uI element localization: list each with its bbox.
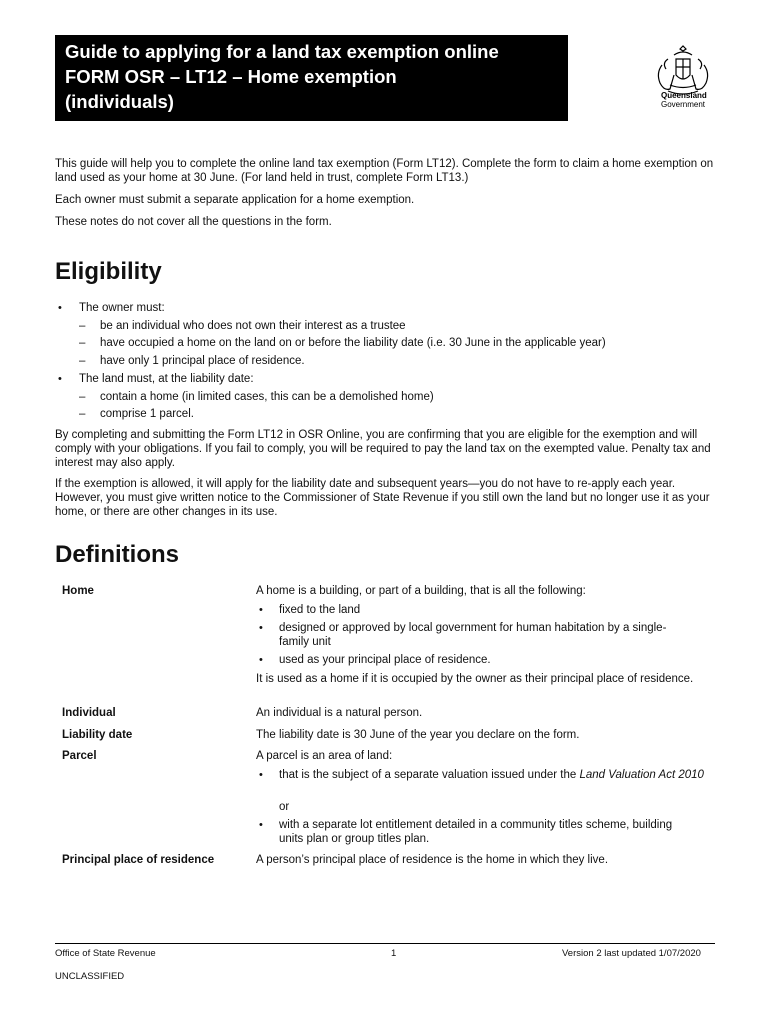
home-bullet: used as your principal place of residence.	[279, 654, 491, 666]
land-sub-item: comprise 1 parcel.	[100, 408, 194, 420]
definition-term-home: Home	[62, 585, 94, 597]
footer-classification: UNCLASSIFIED	[55, 971, 125, 982]
document-title-banner	[55, 35, 568, 121]
owner-sub-item: be an individual who does not own their interest as a trustee	[100, 320, 406, 332]
definition-principal-desc: A person’s principal place of residence is the home in which they live.	[256, 854, 609, 866]
definition-term-principal-residence: Principal place of residence	[62, 854, 215, 866]
definition-term-liability-date: Liability date	[62, 729, 133, 741]
title-line-3: (individuals)	[65, 91, 174, 112]
parcel-or-connector: or	[279, 801, 290, 813]
definition-term-individual: Individual	[62, 707, 116, 719]
land-valuation-act-reference: Land Valuation Act 2010	[579, 769, 704, 781]
logo-text-queensland: Queensland	[661, 91, 707, 100]
dash-icon: –	[79, 320, 86, 332]
footer-organisation: Office of State Revenue	[55, 948, 156, 959]
parcel-bullet-1	[279, 768, 709, 782]
home-bullet: designed or approved by local government for human habitation by a single-family unit	[279, 622, 667, 648]
dash-icon: –	[79, 391, 86, 403]
owner-sub-item: have occupied a home on the land on or before the liability date (i.e. 30 June in the applicable year)	[100, 337, 606, 349]
bullet-icon: •	[259, 769, 263, 781]
home-bullet: fixed to the land	[279, 604, 361, 616]
eligibility-owner-item: The owner must:	[79, 302, 165, 314]
footer-divider	[55, 943, 715, 944]
eligibility-heading: Eligibility	[55, 258, 162, 285]
bullet-icon: •	[259, 604, 263, 616]
bullet-icon: •	[259, 622, 263, 634]
definition-parcel-intro: A parcel is an area of land:	[256, 750, 393, 762]
definitions-heading: Definitions	[55, 541, 179, 568]
definition-liability-desc: The liability date is 30 June of the year you declare on the form.	[256, 729, 580, 741]
eligibility-paragraph-1: By completing and submitting the Form LT12 in OSR Online, you are confirming that you are eligible for the exemption and will comply with your obligations. If you fail to comply, you will be required to pay the land tax on the exempted value. Penalty tax and interest may also apply.	[55, 429, 711, 469]
bullet-icon: •	[58, 373, 62, 385]
definition-home-intro: A home is a building, or part of a building, that is all the following:	[256, 585, 586, 597]
intro-paragraph-1: This guide will help you to complete the online land tax exemption (Form LT12). Complete the form to claim a home exemption on land used as your home at 30 June. (For land held in trust, complete Form LT13.)	[55, 158, 714, 184]
parcel-bullet-1-text: that is the subject of a separate valuation issued under the	[279, 769, 577, 781]
parcel-bullet-2: with a separate lot entitlement detailed in a community titles scheme, building units plan or group titles plan.	[279, 819, 673, 845]
bullet-icon: •	[58, 302, 62, 314]
footer-page-number: 1	[391, 948, 397, 959]
definition-individual-desc: An individual is a natural person.	[256, 707, 423, 719]
dash-icon: –	[79, 355, 86, 367]
intro-paragraph-2: Each owner must submit a separate application for a home exemption.	[55, 194, 415, 206]
eligibility-paragraph-2: If the exemption is allowed, it will apply for the liability date and subsequent years—you do not have to re-apply each year. However, you must give written notice to the Commissioner of State Revenue if you still own the land but no longer use it as your home, or there are other changes in its use.	[55, 478, 710, 518]
bullet-icon: •	[259, 654, 263, 666]
footer-version: Version 2 last updated 1/07/2020	[562, 948, 701, 959]
intro-paragraph-3: These notes do not cover all the questions in the form.	[55, 216, 332, 228]
definition-home-note: It is used as a home if it is occupied by the owner as their principal place of residence.	[256, 673, 694, 685]
land-sub-item: contain a home (in limited cases, this can be a demolished home)	[100, 391, 434, 403]
dash-icon: –	[79, 408, 86, 420]
bullet-icon: •	[259, 819, 263, 831]
eligibility-land-item: The land must, at the liability date:	[79, 373, 254, 385]
logo-text-government: Government	[661, 100, 706, 109]
title-line-2: FORM OSR – LT12 – Home exemption	[65, 66, 397, 87]
dash-icon: –	[79, 337, 86, 349]
title-line-1: Guide to applying for a land tax exemption online	[65, 41, 499, 62]
logo-wordmark	[661, 91, 707, 109]
definition-term-parcel: Parcel	[62, 750, 97, 762]
owner-sub-item: have only 1 principal place of residence.	[100, 355, 305, 367]
